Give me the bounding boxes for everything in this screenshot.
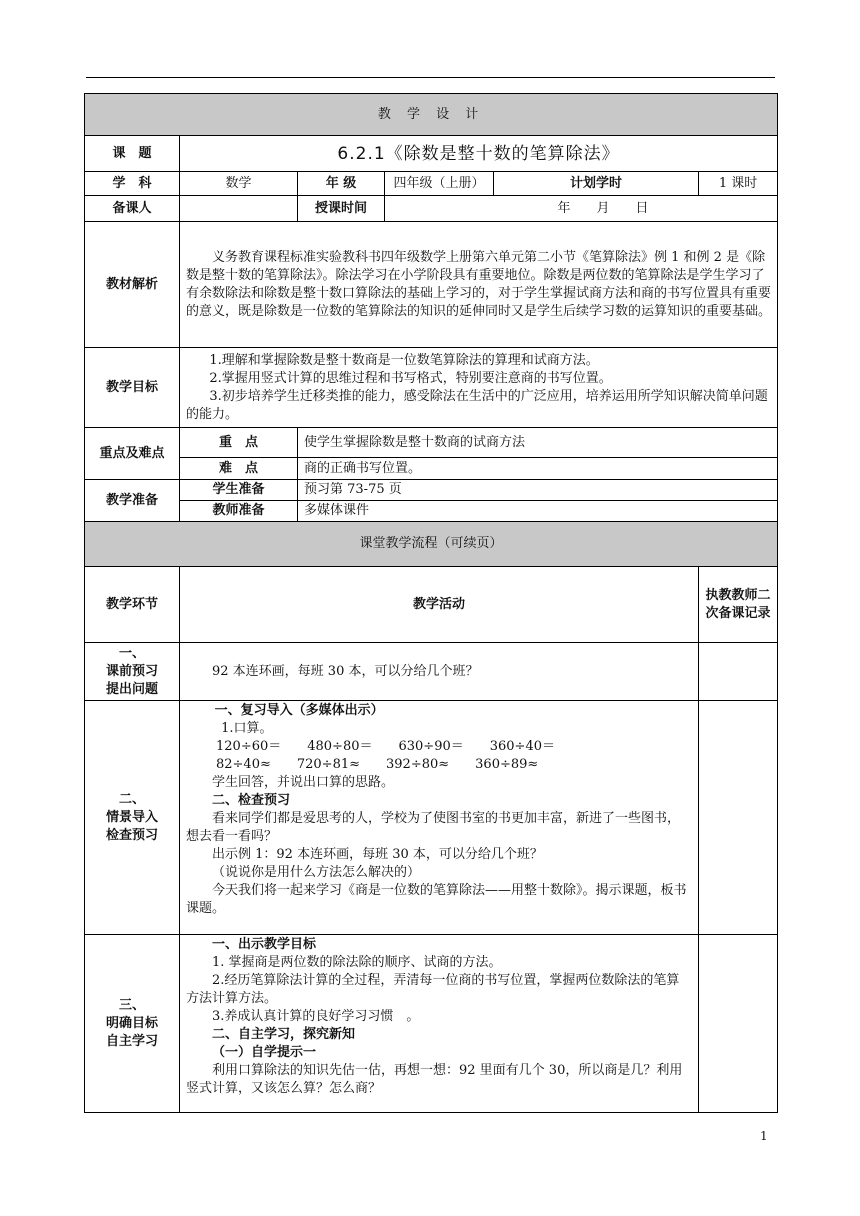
goals-label: 教学目标 [85,348,180,428]
stage3-record [699,935,778,1113]
flow-record-header: 执教教师二次备课记录 [699,567,778,643]
stage1-activity [180,643,699,701]
course-label: 课 题 [85,136,180,172]
key-points-label: 重点及难点 [85,428,180,480]
flow-title: 课堂教学流程（可续页） [85,522,778,567]
hours-value: 1 课时 [699,172,778,196]
hours-label: 计划学时 [494,172,699,196]
stage2-equations-2: 82÷40≈ 720÷81≈ 392÷80≈ 360÷89≈ [216,757,539,772]
stage2-answer: 学生回答，并说出口算的思路。 [212,775,395,790]
grade-label: 年 级 [298,172,385,196]
stage3-goal: 1. 掌握商是两位数的除法除的顺序、试商的方法。 [212,955,502,970]
goal-item: 3.初步培养学生迁移类推的能力，感受除法在生活中的广泛应用，培养运用所学知识解决简单问题的能力。 [186,388,768,422]
stage3-heading-goals: 一、出示教学目标 [212,937,317,952]
header-rule [86,77,775,78]
stage2-paragraph: 今天我们将一起来学习《商是一位数的笔算除法——用整十数除》。揭示课题，板书课题。 [186,883,687,916]
stage2-name [85,701,180,935]
stage1-name-line: 提出问题 [105,681,158,697]
stage1-record [699,643,778,701]
preparer-label: 备课人 [85,196,180,222]
difficult-label: 难 点 [180,458,298,480]
analysis-label: 教材解析 [85,222,180,348]
stage3-name [85,935,180,1113]
stage2-oral: 1.口算。 [221,721,273,736]
preparer-value [180,196,298,222]
stage3-name-line: 三、 [118,997,145,1013]
stage3-name-line: 自主学习 [105,1033,158,1049]
stage3-name-line: 明确目标 [105,1015,158,1031]
flow-stage-header: 教学环节 [85,567,180,643]
analysis-text: 义务教育课程标准实验教科书四年级数学上册第六单元第二小节《笔算除法》例 1 和例 2 是《除数是整十数的笔算除法》。除法学习在小学阶段具有重要地位。除数是两位数的笔算除法是学生学习了有余数除法和除数是整十数口算除法的基础上学习的，对于学生掌握试商方法和商的书写位置具有重要的意义，既是除数是一位数的笔算除法的知识的延伸同时又是学生后续学习数的运算知识的重要基础。 [186,249,772,319]
stage2-record [699,701,778,935]
stage2-heading-check: 二、检查预习 [212,793,291,808]
course-title: 6.2.1《除数是整十数的笔算除法》 [180,136,778,172]
stage2-activity [180,701,699,935]
stage2-name-line: 二、 [118,791,145,807]
teacher-prep-label: 教师准备 [180,501,298,522]
stage2-name-line: 检查预习 [105,827,158,843]
subject-value: 数学 [180,172,298,196]
stage1-name-line: 课前预习 [105,663,158,679]
goal-item: 2.掌握用竖式计算的思维过程和书写格式，特别要注意商的书写位置。 [209,370,612,386]
student-prep-value: 预习第 73-75 页 [298,480,778,501]
key-value: 使学生掌握除数是整十数商的试商方法 [298,428,778,458]
stage3-heading-hint: （一）自学提示一 [212,1045,317,1060]
analysis-cell [180,222,778,348]
stage3-activity [180,935,699,1113]
student-prep-label: 学生准备 [180,480,298,501]
stage1-name [85,643,180,701]
stage2-heading-review: 一、复习导入（多媒体出示） [214,703,384,718]
goals-cell [180,348,778,428]
teach-time-value: 年 月 日 [385,196,778,222]
subject-label: 学 科 [85,172,180,196]
page-number: 1 [760,1129,768,1143]
stage2-paragraph: （说说你是用什么方法怎么解决的） [212,865,421,880]
difficult-value: 商的正确书写位置。 [298,458,778,480]
stage2-paragraph: 看来同学们都是爱思考的人，学校为了使图书室的书更加丰富，新进了一些图书，想去看一看吗？ [186,811,681,844]
key-label: 重 点 [180,428,298,458]
stage2-equations-1: 120÷60＝ 480÷80＝ 630÷90＝ 360÷40＝ [216,739,555,754]
stage3-goal: 2.经历笔算除法计算的全过程，弄清每一位商的书写位置，掌握两位数除法的笔算方法计算方法。 [186,973,680,1006]
stage2-name-line: 情景导入 [105,809,158,825]
flow-activity-header: 教学活动 [180,567,699,643]
lesson-plan-table [84,93,778,1113]
stage1-name-line: 一、 [118,645,145,661]
goal-item: 1.理解和掌握除数是整十数商是一位数笔算除法的算理和试商方法。 [209,352,599,368]
stage1-text: 92 本连环画，每班 30 本，可以分给几个班？ [212,663,479,679]
prep-label: 教学准备 [85,480,180,522]
teach-time-label: 授课时间 [298,196,385,222]
stage3-goal: 3.养成认真计算的良好学习习惯 。 [212,1009,420,1024]
design-header: 教 学 设 计 [85,94,778,136]
grade-value: 四年级（上册） [385,172,494,196]
teacher-prep-value: 多媒体课件 [298,501,778,522]
stage2-paragraph: 出示例 1：92 本连环画，每班 30 本，可以分给几个班？ [212,847,543,862]
stage3-paragraph: 利用口算除法的知识先估一估，再想一想：92 里面有几个 30，所以商是几？利用竖式计算，又该怎么算？怎么商？ [186,1063,683,1096]
stage3-heading-self-study: 二、自主学习，探究新知 [212,1027,356,1042]
